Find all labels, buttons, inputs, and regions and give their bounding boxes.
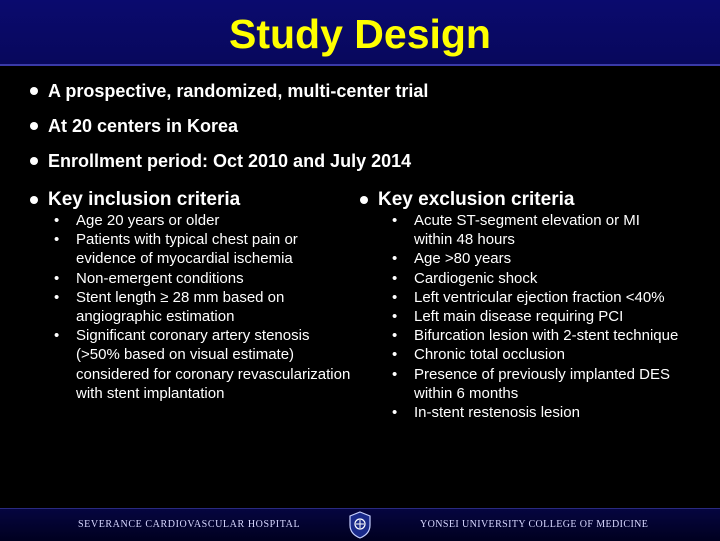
exclusion-item-text: Bifurcation lesion with 2-stent technique (414, 327, 679, 345)
sub-bullet-icon: • (392, 250, 398, 268)
bullet-dot-icon (30, 196, 38, 204)
bullet-text: At 20 centers in Korea (48, 116, 239, 136)
sub-bullet-icon: • (392, 308, 398, 326)
exclusion-item-text: Chronic total occlusion (414, 346, 565, 364)
exclusion-item-text: Age >80 years (414, 250, 512, 268)
sub-bullet-icon: • (392, 269, 398, 287)
exclusion-item-text: Acute ST-segment elevation or MI within 48 hours (414, 212, 640, 249)
inclusion-list (54, 211, 354, 403)
inclusion-heading: Key inclusion criteria (48, 189, 241, 210)
bullet-dot-icon (30, 87, 38, 95)
sub-bullet-icon: • (392, 404, 398, 422)
footer-college-name: YONSEI UNIVERSITY COLLEGE OF MEDICINE (420, 519, 649, 530)
sub-bullet-icon: • (392, 327, 398, 345)
sub-bullet-icon: • (54, 231, 60, 249)
list-item (392, 326, 682, 345)
inclusion-item-text: Non-emergent conditions (76, 269, 244, 287)
inclusion-item-text: Patients with typical chest pain or evidence of myocardial ischemia (76, 231, 298, 268)
inclusion-item-text: Stent length ≥ 28 mm based on angiographic estimation (76, 288, 285, 326)
exclusion-item-text: Left ventricular ejection fraction <40% (414, 288, 665, 306)
exclusion-item-text: Cardiogenic shock (414, 269, 538, 287)
bullet-dot-icon (30, 157, 38, 165)
bullet-text: A prospective, randomized, multi-center trial (48, 81, 429, 101)
list-item (392, 211, 682, 249)
list-item (392, 403, 682, 422)
list-item (54, 269, 354, 288)
sub-bullet-icon: • (392, 346, 398, 364)
footer-bar (0, 508, 720, 541)
exclusion-item-text: Left main disease requiring PCI (414, 308, 624, 326)
bullet-dot-icon (30, 122, 38, 130)
slide-title: Study Design (229, 11, 491, 57)
sub-bullet-icon: • (392, 288, 398, 306)
list-item (392, 307, 682, 326)
sub-bullet-icon: • (392, 212, 398, 229)
list-item (54, 326, 354, 403)
list-item (54, 288, 354, 326)
list-item (54, 230, 354, 268)
list-item (392, 345, 682, 364)
inclusion-item-text: Significant coronary artery stenosis (>50% based on visual estimate) considered for coronary revascularization with stent implantation (76, 327, 351, 402)
bullet-text: Enrollment period: Oct 2010 and July 2014 (48, 151, 412, 171)
sub-bullet-icon: • (54, 269, 60, 287)
list-item (392, 288, 682, 307)
sub-bullet-icon: • (54, 212, 60, 229)
footer-hospital-name: SEVERANCE CARDIOVASCULAR HOSPITAL (78, 519, 301, 530)
list-item (392, 249, 682, 268)
sub-bullet-icon: • (54, 327, 60, 345)
list-item (392, 365, 682, 403)
list-item (54, 211, 354, 230)
sub-bullet-icon: • (54, 288, 60, 306)
sub-bullet-icon: • (392, 365, 398, 383)
bullet-dot-icon (360, 196, 368, 204)
exclusion-item-text: Presence of previously implanted DES within 6 months (414, 365, 670, 402)
inclusion-item-text: Age 20 years or older (76, 212, 220, 229)
list-item (392, 269, 682, 288)
exclusion-item-text: In-stent restenosis lesion (414, 404, 580, 422)
university-seal-icon (348, 511, 372, 539)
exclusion-list (392, 211, 682, 422)
exclusion-heading: Key exclusion criteria (378, 189, 575, 210)
